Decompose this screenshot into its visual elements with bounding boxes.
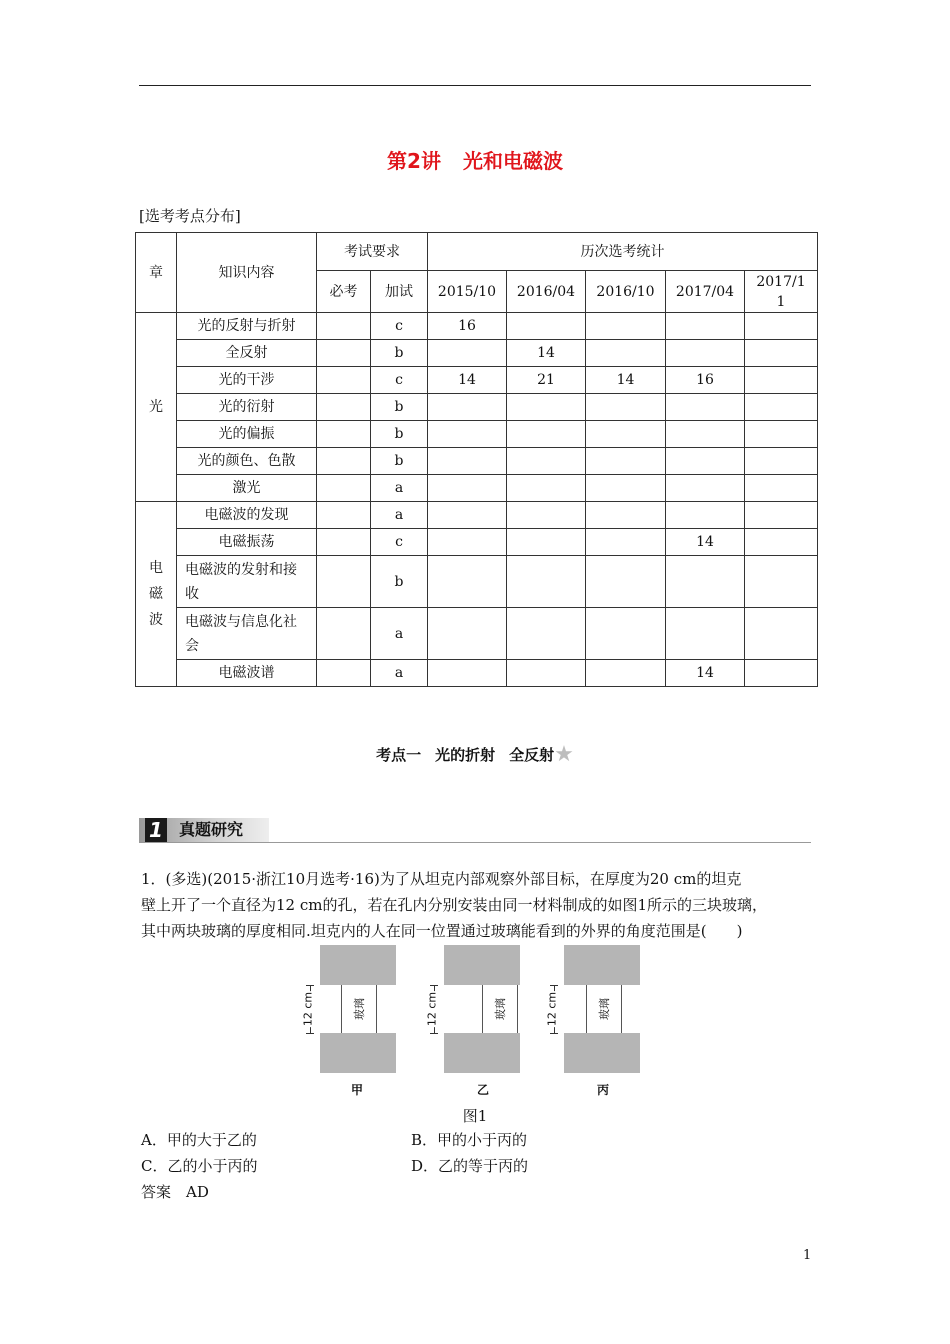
content-cell: 激光: [177, 475, 317, 502]
count-cell: [666, 608, 745, 660]
count-cell: [586, 556, 666, 608]
dimension-tick: [430, 1033, 438, 1034]
content-cell: 全反射: [177, 340, 317, 367]
section-heading: [0, 741, 950, 766]
must-cell: [317, 421, 371, 448]
count-cell: [428, 421, 507, 448]
table-row: [136, 448, 818, 475]
count-cell: 14: [666, 660, 745, 687]
count-cell: [745, 529, 818, 556]
panel-label: 丙: [597, 1083, 610, 1097]
count-cell: 16: [666, 367, 745, 394]
header-date: 2017/04: [666, 271, 745, 313]
question-stem: [141, 866, 816, 944]
section-title-2: 全反射: [509, 746, 555, 764]
table-row: [136, 421, 818, 448]
count-cell: [745, 313, 818, 340]
question-line: 其中两块玻璃的厚度相同.坦克内的人在同一位置通过玻璃能看到的外界的角度范围是( ): [141, 922, 743, 940]
count-cell: [586, 421, 666, 448]
count-cell: [507, 421, 586, 448]
header-chapter: 章: [136, 233, 177, 313]
count-cell: [745, 394, 818, 421]
count-cell: [507, 660, 586, 687]
count-cell: [745, 421, 818, 448]
glass-pane: 玻璃: [586, 985, 622, 1033]
header-extra: 加试: [371, 271, 428, 313]
count-cell: [745, 556, 818, 608]
content-cell: 光的颜色、色散: [177, 448, 317, 475]
tank-wall-block: [564, 945, 640, 985]
page-title: [0, 145, 950, 174]
table-row: [136, 367, 818, 394]
count-cell: [586, 660, 666, 687]
count-cell: [428, 556, 507, 608]
count-cell: [586, 448, 666, 475]
must-cell: [317, 608, 371, 660]
count-cell: [745, 608, 818, 660]
banner-title: 真题研究: [179, 820, 244, 839]
count-cell: [507, 394, 586, 421]
count-cell: [745, 660, 818, 687]
extra-cell: c: [371, 529, 428, 556]
count-cell: [586, 529, 666, 556]
count-cell: 14: [586, 367, 666, 394]
count-cell: [745, 340, 818, 367]
figure-caption: 图1: [462, 1107, 488, 1125]
tank-wall-block: [320, 1033, 396, 1073]
header-must: 必考: [317, 271, 371, 313]
tank-wall-block: [564, 1033, 640, 1073]
content-cell: 光的反射与折射: [177, 313, 317, 340]
section-number: 考点一: [376, 746, 422, 764]
banner-number: 1: [145, 818, 167, 842]
dimension-line: 12 cm: [554, 985, 555, 1033]
tank-wall-block: [320, 945, 396, 985]
extra-cell: b: [371, 394, 428, 421]
count-cell: 21: [507, 367, 586, 394]
count-cell: 14: [507, 340, 586, 367]
tank-wall-block: [444, 1033, 520, 1073]
count-cell: [666, 502, 745, 529]
content-cell: 电磁波的发射和接收: [177, 556, 317, 608]
count-cell: [666, 556, 745, 608]
count-cell: [428, 660, 507, 687]
header-date: 2016/04: [507, 271, 586, 313]
count-cell: [586, 475, 666, 502]
count-cell: [666, 340, 745, 367]
chapter-cell: 光: [136, 313, 177, 502]
extra-cell: b: [371, 556, 428, 608]
count-cell: [666, 421, 745, 448]
table-row: [136, 660, 818, 687]
table-row: [136, 475, 818, 502]
header-rule: [139, 85, 811, 86]
star-icon: ★: [554, 742, 574, 767]
extra-cell: a: [371, 608, 428, 660]
lecture-topic: 光和电磁波: [462, 149, 563, 173]
table-row: [136, 502, 818, 529]
header-requirement: 考试要求: [317, 233, 428, 271]
extra-cell: b: [371, 340, 428, 367]
table-row: [136, 556, 818, 608]
count-cell: [507, 556, 586, 608]
table-row: [136, 608, 818, 660]
count-cell: [428, 340, 507, 367]
count-cell: 14: [666, 529, 745, 556]
content-cell: 光的衍射: [177, 394, 317, 421]
exam-distribution-table: [135, 232, 818, 687]
content-cell: 电磁波的发现: [177, 502, 317, 529]
must-cell: [317, 556, 371, 608]
page-number: 1: [803, 1248, 812, 1263]
header-date: 2015/10: [428, 271, 507, 313]
header-date: 2016/10: [586, 271, 666, 313]
table-row: [136, 394, 818, 421]
table-row: [136, 340, 818, 367]
extra-cell: a: [371, 502, 428, 529]
glass-pane: 玻璃: [482, 985, 518, 1033]
count-cell: [586, 502, 666, 529]
extra-cell: c: [371, 313, 428, 340]
must-cell: [317, 475, 371, 502]
must-cell: [317, 313, 371, 340]
count-cell: [507, 448, 586, 475]
count-cell: [428, 529, 507, 556]
extra-cell: b: [371, 421, 428, 448]
count-cell: [666, 394, 745, 421]
count-cell: [666, 313, 745, 340]
must-cell: [317, 340, 371, 367]
lecture-number: 第2讲: [387, 149, 441, 173]
count-cell: [745, 502, 818, 529]
section-title: 光的折射: [435, 746, 496, 764]
count-cell: [507, 475, 586, 502]
count-cell: [666, 448, 745, 475]
must-cell: [317, 529, 371, 556]
chapter-cell: 电磁波: [136, 502, 177, 687]
extra-cell: c: [371, 367, 428, 394]
table-row: [136, 529, 818, 556]
content-cell: 电磁波与信息化社会: [177, 608, 317, 660]
count-cell: [745, 475, 818, 502]
content-cell: 光的偏振: [177, 421, 317, 448]
dimension-line: 12 cm: [434, 985, 435, 1033]
header-date: 2017/11: [745, 271, 818, 313]
count-cell: 16: [428, 313, 507, 340]
count-cell: [586, 394, 666, 421]
content-cell: 光的干涉: [177, 367, 317, 394]
count-cell: [586, 313, 666, 340]
count-cell: [507, 608, 586, 660]
extra-cell: a: [371, 475, 428, 502]
count-cell: [428, 448, 507, 475]
question-line: 1．(多选)(2015·浙江10月选考·16)为了从坦克内部观察外部目标，在厚度为20 cm的坦克: [141, 870, 742, 888]
count-cell: [428, 502, 507, 529]
panel-label: 甲: [351, 1083, 364, 1097]
must-cell: [317, 502, 371, 529]
extra-cell: a: [371, 660, 428, 687]
dimension-tick: [550, 1033, 558, 1034]
count-cell: [745, 448, 818, 475]
content-cell: 电磁振荡: [177, 529, 317, 556]
option-a: A．甲的大于乙的: [141, 1131, 257, 1149]
banner-rule: [139, 842, 811, 843]
content-cell: 电磁波谱: [177, 660, 317, 687]
count-cell: [507, 502, 586, 529]
must-cell: [317, 394, 371, 421]
count-cell: [586, 340, 666, 367]
count-cell: [586, 608, 666, 660]
panel-label: 乙: [477, 1083, 490, 1097]
count-cell: [745, 367, 818, 394]
count-cell: [666, 475, 745, 502]
tank-wall-block: [444, 945, 520, 985]
dimension-tick: [306, 1033, 314, 1034]
count-cell: [428, 394, 507, 421]
option-d: D．乙的等于丙的: [411, 1157, 529, 1175]
count-cell: [507, 529, 586, 556]
must-cell: [317, 367, 371, 394]
answer-line: 答案 AD: [141, 1183, 209, 1201]
option-c: C．乙的小于丙的: [141, 1157, 258, 1175]
option-b: B．甲的小于丙的: [411, 1131, 528, 1149]
extra-cell: b: [371, 448, 428, 475]
section-banner: [139, 818, 811, 844]
count-cell: [428, 608, 507, 660]
count-cell: 14: [428, 367, 507, 394]
section-label: [选考考点分布]: [139, 207, 241, 225]
must-cell: [317, 660, 371, 687]
question-line: 壁上开了一个直径为12 cm的孔，若在孔内分别安装由同一材料制成的如图1所示的三块玻璃，: [141, 896, 768, 914]
glass-pane: 玻璃: [341, 985, 377, 1033]
dimension-line: 12 cm: [310, 985, 311, 1033]
figure-glass-panels: [300, 945, 660, 1095]
count-cell: [507, 313, 586, 340]
must-cell: [317, 448, 371, 475]
header-content: 知识内容: [177, 233, 317, 313]
table-row: [136, 313, 818, 340]
header-stats: 历次选考统计: [428, 233, 818, 271]
count-cell: [428, 475, 507, 502]
